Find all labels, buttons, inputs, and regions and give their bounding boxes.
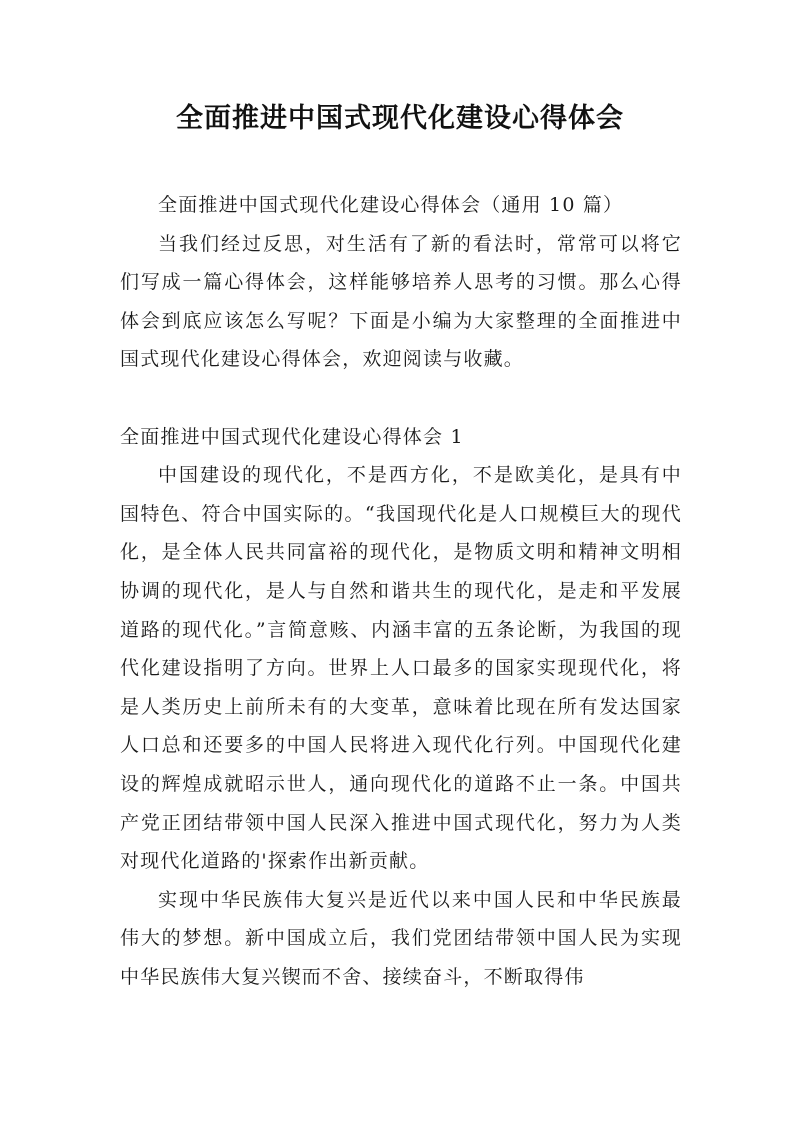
document-subtitle: 全面推进中国式现代化建设心得体会（通用 10 篇） [158, 194, 624, 216]
section-heading: 全面推进中国式现代化建设心得体会 1 [120, 425, 464, 448]
intro-paragraph: 当我们经过反思，对生活有了新的看法时，常常可以将它们写成一篇心得体会，这样能够培养人思考的习惯。那么心得体会到底应该怎么写呢？下面是小编为大家整理的全面推进中国式现代化建设心得体会，欢迎阅读与收藏。 [120, 232, 682, 371]
document-title: 全面推进中国式现代化建设心得体会 [176, 103, 624, 134]
body-paragraph-1: 中国建设的现代化，不是西方化，不是欧美化，是具有中国特色、符合中国实际的。“我国现代化是人口规模巨大的现代化，是全体人民共同富裕的现代化，是物质文明和精神文明相协调的现代化，是人与自然和谐共生的现代化，是走和平发展道路的现代化。”言简意赅、内涵丰富的五条论断，为我国的现代化建设指明了方向。世界上人口最多的国家实现现代化，将是人类历史上前所未有的大变革，意味着比现在所有发达国家人口总和还要多的中国人民将进入现代化行列。中国现代化建设的辉煌成就昭示世人，通向现代化的道路不止一条。中国共产党正团结带领中国人民深入推进中国式现代化，努力为人类对现代化道路的'探索作出新贡献。 [120, 464, 682, 873]
blank-line [120, 379, 682, 418]
document-body [120, 186, 682, 996]
body-paragraph-2: 实现中华民族伟大复兴是近代以来中国人民和中华民族最伟大的梦想。新中国成立后，我们党团结带领中国人民为实现中华民族伟大复兴锲而不舍、接续奋斗，不断取得伟 [120, 888, 682, 988]
